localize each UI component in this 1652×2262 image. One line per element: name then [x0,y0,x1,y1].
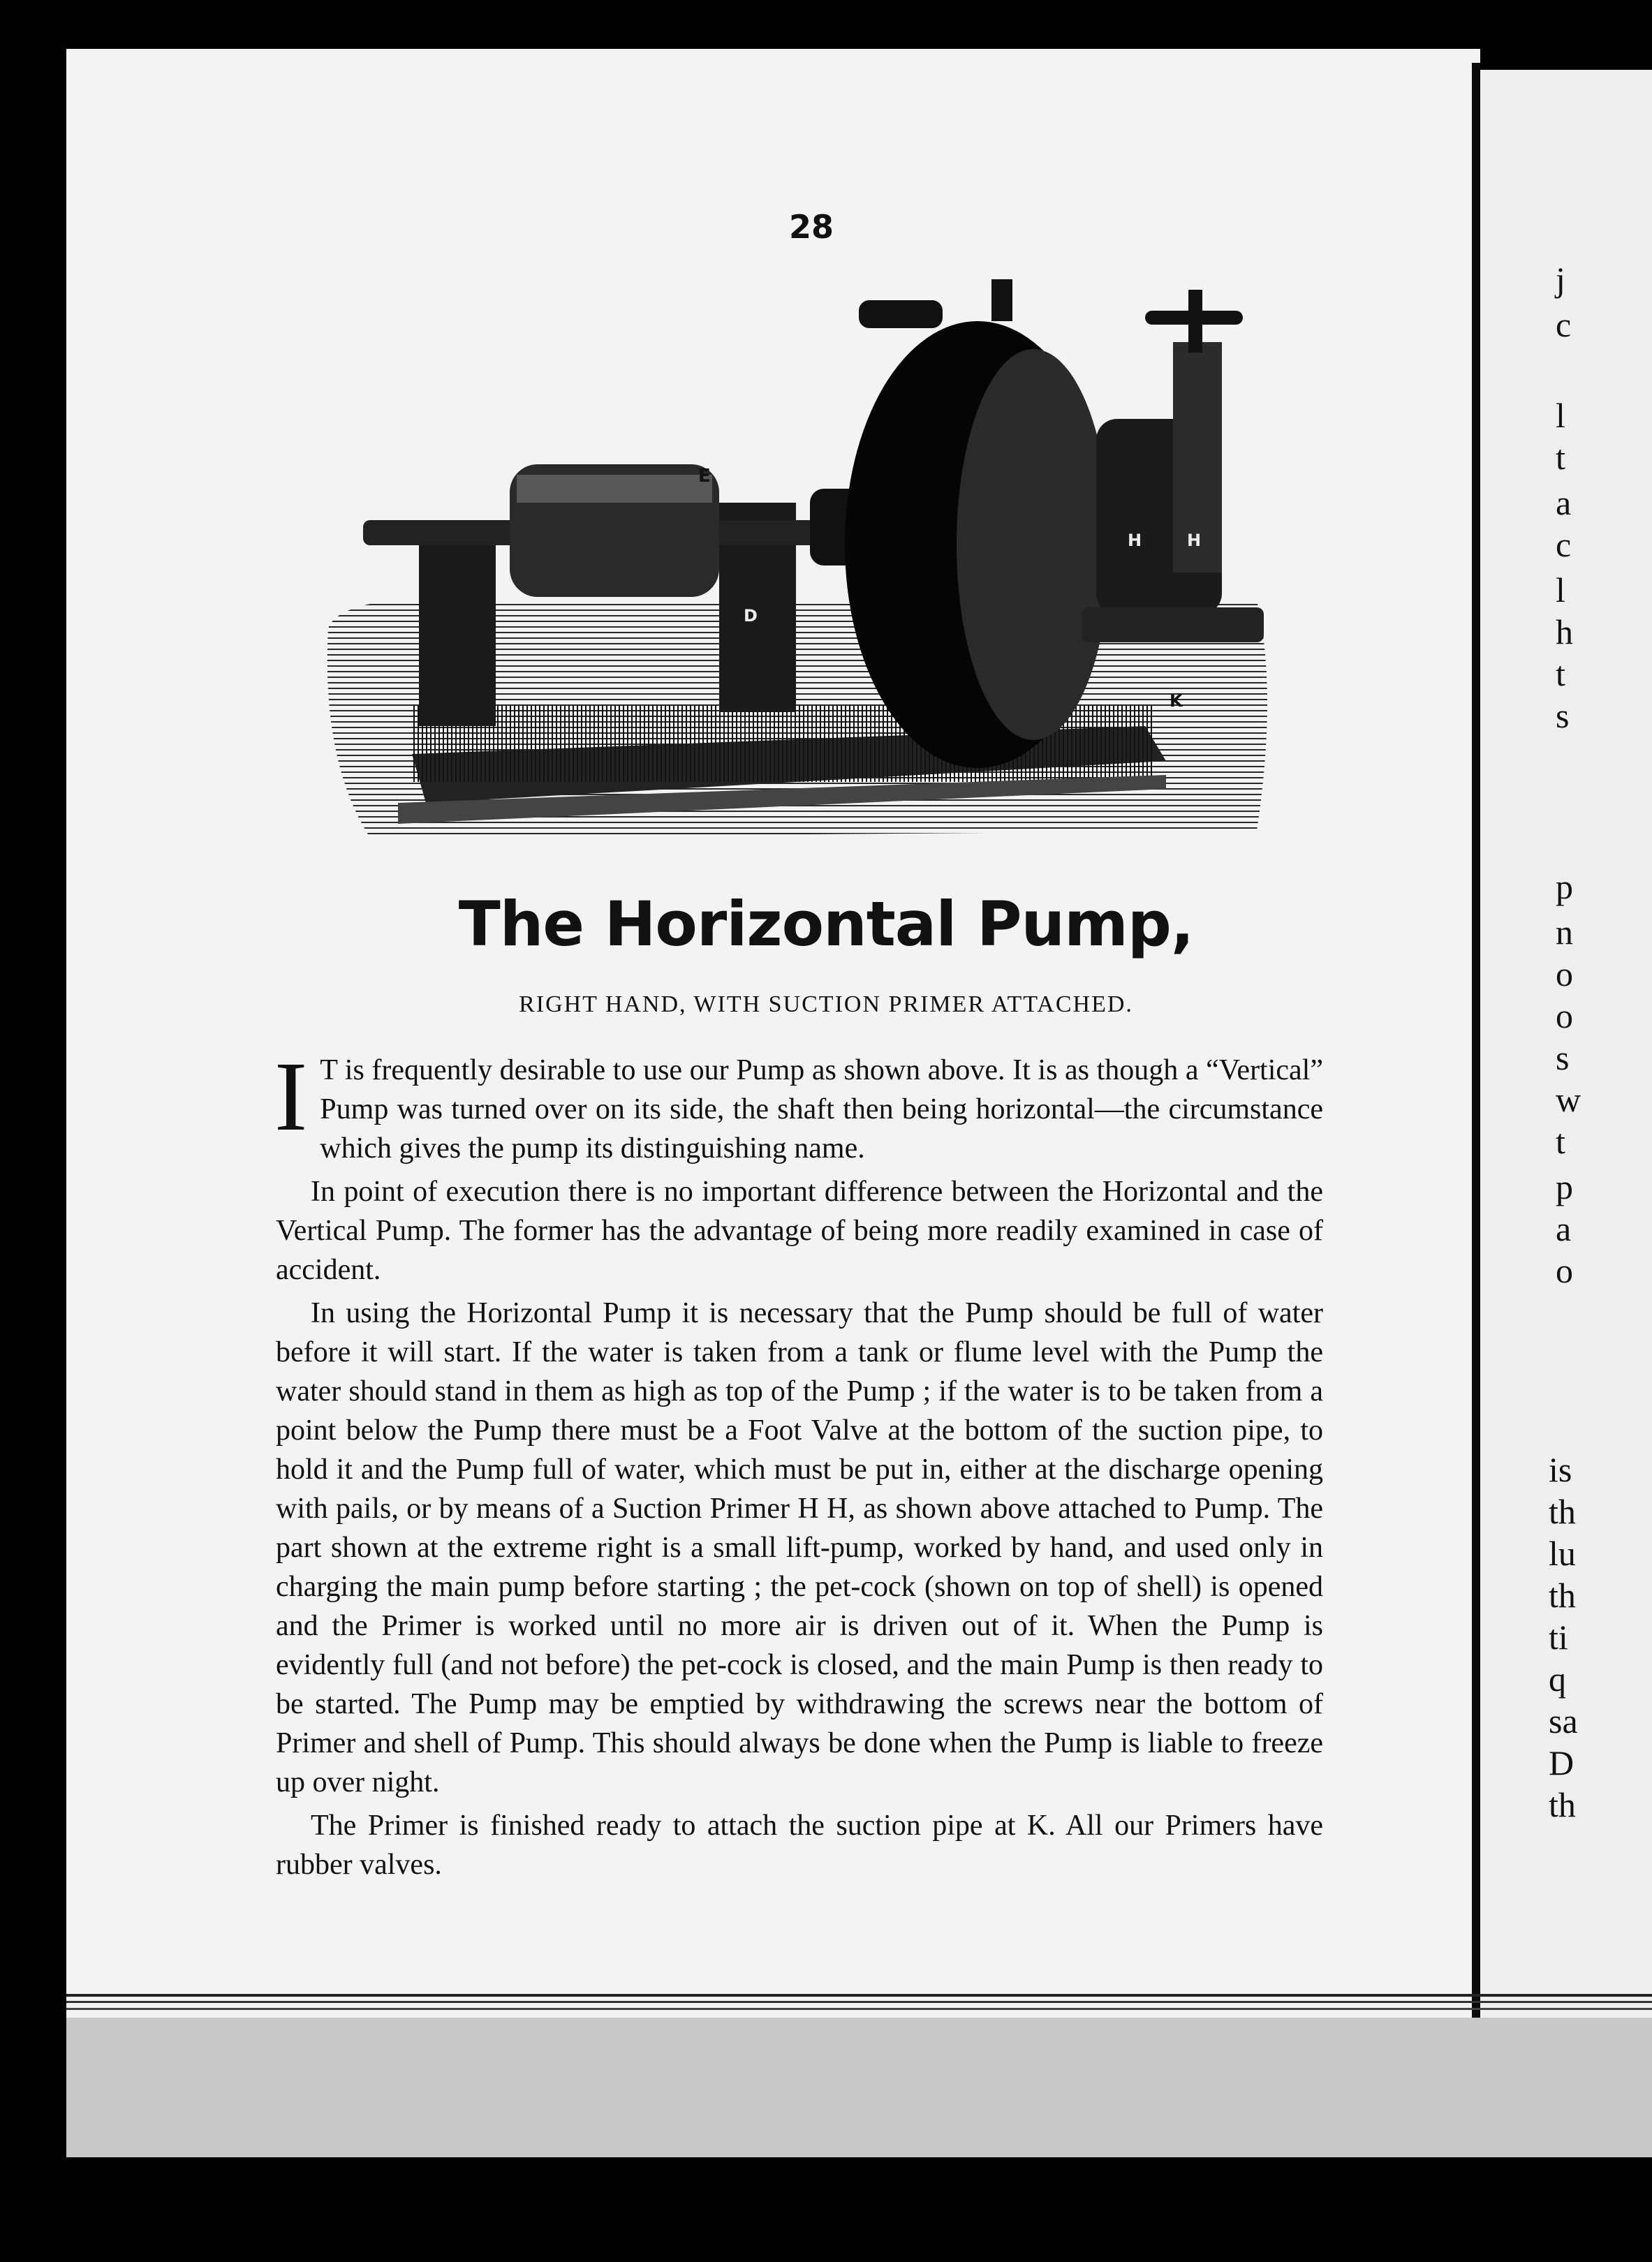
label-e: E [698,466,711,487]
facing-page-fragment: h [1556,612,1573,651]
facing-page-fragment: o [1556,954,1573,993]
facing-page-edge [1480,70,1652,2157]
facing-page-fragment: D [1549,1743,1574,1782]
facing-page-fragment: o [1556,1251,1573,1290]
page-bottom-margin [66,2018,1652,2157]
label-h-right: H [1187,531,1202,550]
facing-page-fragment: th [1549,1576,1576,1615]
paragraph-1 [274,1041,1323,1168]
rule-line [66,1994,1652,1997]
facing-page-fragment: t [1556,438,1565,477]
rule-line [66,2008,1652,2010]
facing-page-fragment: n [1556,912,1573,952]
page-subtitle: RIGHT HAND, WITH SUCTION PRIMER ATTACHED. [519,991,1133,1017]
facing-page-fragment: s [1556,1038,1570,1077]
facing-page-fragment: is [1549,1450,1572,1489]
facing-page-fragment: l [1556,396,1565,435]
facing-page-fragment: a [1556,1209,1572,1248]
label-k: K [1170,691,1183,711]
facing-page-fragment: q [1549,1659,1566,1699]
label-d: D [744,606,758,626]
facing-page-fragment: j [1556,260,1565,299]
paragraph-3: In using the Horizontal Pump it is necessary that the Pump should be full of water before it will start. If the water is taken from a tank or flume level with the Pump the water should stand in them as high as top of the Pump ; if the water is to be taken from a point below the Pump there must be a Foot Valve at the bottom of the suction pipe, to hold it and the Pump full of water, which must be put in, either at the discharge opening with pails, or by means of a Suction Primer H H, as shown above attached to Pump. The part shown at the extreme right is a small lift-pump, worked by hand, and used only in charging the main pump before starting ; the pet-cock (shown on top of shell) is opened and the Primer is worked until no more air is driven out of it. When the Pump is evidently full (and not before) the pet-cock is closed, and the main Pump is then ready to be started. The Pump may be emptied by withdrawing the screws near the bottom of Primer and shell of Pump. This should always be done when the Pump is liable to freeze up over night. [276,1297,1323,1798]
paragraph-4: The Primer is finished ready to attach the suction pipe at K. All our Primers have rubber valves. [276,1810,1323,1881]
facing-page-fragment: th [1549,1492,1576,1531]
label-h-left: H [1128,531,1142,550]
facing-page-fragment: t [1556,654,1565,693]
facing-page-fragment: a [1556,483,1572,522]
facing-page-fragment: lu [1549,1534,1576,1573]
facing-page-fragment: p [1556,867,1573,906]
rule-line [66,2001,1652,2003]
facing-page-fragment: c [1556,305,1572,344]
facing-page-fragment: p [1556,1167,1573,1206]
book-spine [1472,63,1480,2150]
page-number: 28 [789,208,834,246]
facing-page-fragment: c [1556,525,1572,564]
facing-page-fragment: ti [1549,1618,1568,1657]
facing-page-fragment: o [1556,996,1573,1035]
drop-cap: I [274,1041,308,1151]
body-text [274,1041,1323,1888]
facing-page-fragment: t [1556,1122,1565,1161]
paragraph-1-text: T is frequently desirable to use our Pump as shown above. It is as though a “Vertical” Pump was turned over on its side, the shaft then being horizontal—the circumstance which gives the pump its distinguishing name. [320,1054,1323,1165]
facing-page-fragment: th [1549,1785,1576,1824]
facing-page-fragment: l [1556,570,1565,609]
page-title: The Horizontal Pump, [458,888,1194,960]
paragraph-2: In point of execution there is no important difference between the Horizontal and the Vertical Pump. The former has the advantage of being more readily examined in case of accident. [276,1176,1323,1286]
horizontal-pump-illustration [307,272,1285,866]
facing-page-fragment: s [1556,696,1570,735]
facing-page-fragment: sa [1549,1701,1578,1740]
facing-page-fragment: w [1556,1080,1581,1119]
